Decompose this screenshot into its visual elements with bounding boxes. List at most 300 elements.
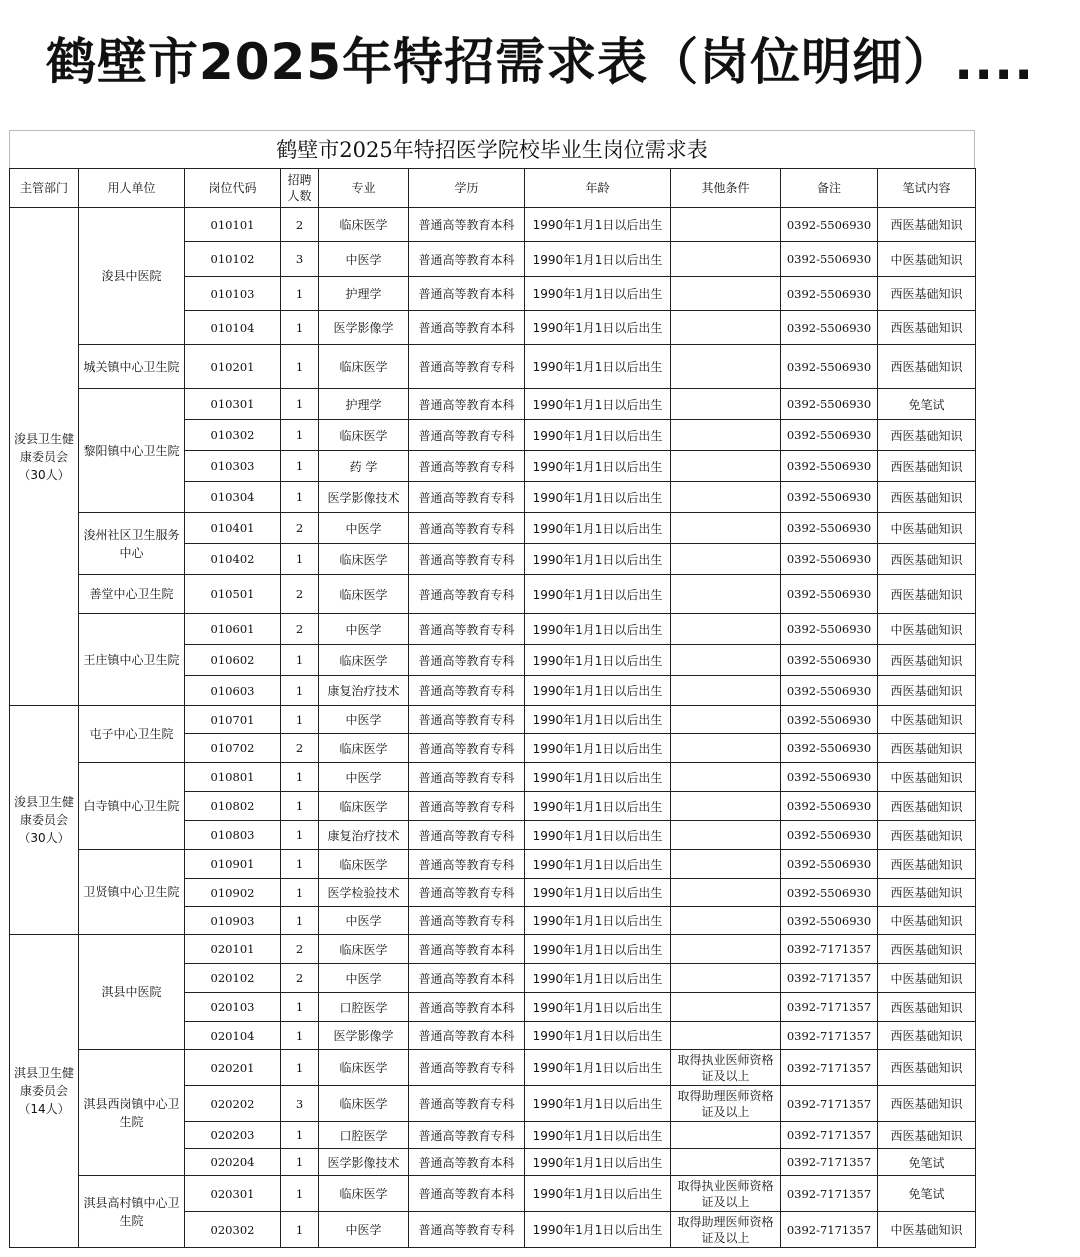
note-cell: 0392-7171357 (781, 993, 878, 1022)
major-cell: 临床医学 (319, 575, 409, 614)
hire-count-cell: 2 (281, 935, 319, 964)
age-cell: 1990年1月1日以后出生 (525, 277, 671, 311)
exam-content-cell: 西医基础知识 (878, 935, 976, 964)
post-code-cell: 020104 (185, 1022, 281, 1050)
col-exam: 笔试内容 (878, 169, 976, 208)
education-cell: 普通高等教育专科 (409, 734, 525, 763)
exam-content-cell: 西医基础知识 (878, 277, 976, 311)
education-cell: 普通高等教育专科 (409, 614, 525, 645)
exam-content-cell: 西医基础知识 (878, 208, 976, 242)
exam-content-cell: 中医基础知识 (878, 1212, 976, 1248)
note-cell: 0392-5506930 (781, 907, 878, 935)
table-row (10, 763, 976, 792)
hire-count-cell: 1 (281, 544, 319, 575)
exam-content-cell: 中医基础知识 (878, 763, 976, 792)
other-conditions-cell (671, 277, 781, 311)
note-cell: 0392-5506930 (781, 277, 878, 311)
other-conditions-cell (671, 1022, 781, 1050)
hire-count-cell: 1 (281, 1176, 319, 1212)
hire-count-cell: 1 (281, 1050, 319, 1086)
col-major: 专业 (319, 169, 409, 208)
dept-cell: 浚县卫生健康委员会（30人） (10, 706, 79, 935)
education-cell: 普通高等教育专科 (409, 1212, 525, 1248)
education-cell: 普通高等教育本科 (409, 1149, 525, 1176)
age-cell: 1990年1月1日以后出生 (525, 645, 671, 676)
hire-count-cell: 3 (281, 1086, 319, 1122)
note-cell: 0392-7171357 (781, 964, 878, 993)
dept-cell: 浚县卫生健康委员会（30人） (10, 208, 79, 706)
hire-count-cell: 1 (281, 1212, 319, 1248)
unit-cell: 王庄镇中心卫生院 (79, 614, 185, 706)
other-conditions-cell: 取得执业医师资格证及以上 (671, 1176, 781, 1212)
other-conditions-cell (671, 763, 781, 792)
note-cell: 0392-7171357 (781, 1122, 878, 1149)
hire-count-cell: 1 (281, 1022, 319, 1050)
note-cell: 0392-5506930 (781, 706, 878, 734)
note-cell: 0392-5506930 (781, 311, 878, 345)
hire-count-cell: 2 (281, 208, 319, 242)
other-conditions-cell (671, 614, 781, 645)
exam-content-cell: 西医基础知识 (878, 734, 976, 763)
exam-content-cell: 免笔试 (878, 389, 976, 420)
table-row (10, 614, 976, 645)
unit-cell: 淇县中医院 (79, 935, 185, 1050)
exam-content-cell: 西医基础知识 (878, 311, 976, 345)
other-conditions-cell (671, 676, 781, 706)
note-cell: 0392-5506930 (781, 513, 878, 544)
requirements-sheet (9, 130, 975, 1248)
note-cell: 0392-5506930 (781, 482, 878, 513)
table-row (10, 575, 976, 614)
education-cell: 普通高等教育本科 (409, 964, 525, 993)
unit-cell: 城关镇中心卫生院 (79, 345, 185, 389)
hire-count-cell: 1 (281, 676, 319, 706)
post-code-cell: 010304 (185, 482, 281, 513)
note-cell: 0392-5506930 (781, 850, 878, 879)
other-conditions-cell (671, 544, 781, 575)
note-cell: 0392-5506930 (781, 345, 878, 389)
table-row (10, 935, 976, 964)
page-headline: 鹤壁市2025年特招需求表（岗位明细）.... (45, 33, 1035, 91)
education-cell: 普通高等教育本科 (409, 277, 525, 311)
other-conditions-cell (671, 420, 781, 451)
education-cell: 普通高等教育专科 (409, 879, 525, 907)
education-cell: 普通高等教育专科 (409, 1086, 525, 1122)
major-cell: 中医学 (319, 614, 409, 645)
dept-cell: 淇县卫生健康委员会（14人） (10, 935, 79, 1248)
post-code-cell: 020101 (185, 935, 281, 964)
major-cell: 临床医学 (319, 1086, 409, 1122)
post-code-cell: 010103 (185, 277, 281, 311)
exam-content-cell: 中医基础知识 (878, 614, 976, 645)
major-cell: 康复治疗技术 (319, 821, 409, 850)
exam-content-cell: 西医基础知识 (878, 1086, 976, 1122)
education-cell: 普通高等教育专科 (409, 907, 525, 935)
age-cell: 1990年1月1日以后出生 (525, 907, 671, 935)
note-cell: 0392-5506930 (781, 208, 878, 242)
major-cell: 口腔医学 (319, 993, 409, 1022)
hire-count-cell: 1 (281, 389, 319, 420)
exam-content-cell: 免笔试 (878, 1149, 976, 1176)
note-cell: 0392-7171357 (781, 1149, 878, 1176)
post-code-cell: 010802 (185, 792, 281, 821)
education-cell: 普通高等教育专科 (409, 850, 525, 879)
post-code-cell: 010201 (185, 345, 281, 389)
unit-cell: 浚县中医院 (79, 208, 185, 345)
major-cell: 临床医学 (319, 850, 409, 879)
major-cell: 临床医学 (319, 935, 409, 964)
age-cell: 1990年1月1日以后出生 (525, 420, 671, 451)
requirements-table (9, 168, 976, 1248)
major-cell: 康复治疗技术 (319, 676, 409, 706)
exam-content-cell: 西医基础知识 (878, 850, 976, 879)
hire-count-cell: 1 (281, 420, 319, 451)
hire-count-cell: 1 (281, 706, 319, 734)
table-row (10, 208, 976, 242)
education-cell: 普通高等教育专科 (409, 706, 525, 734)
exam-content-cell: 中医基础知识 (878, 964, 976, 993)
age-cell: 1990年1月1日以后出生 (525, 482, 671, 513)
post-code-cell: 020301 (185, 1176, 281, 1212)
post-code-cell: 020204 (185, 1149, 281, 1176)
age-cell: 1990年1月1日以后出生 (525, 614, 671, 645)
post-code-cell: 010602 (185, 645, 281, 676)
post-code-cell: 010701 (185, 706, 281, 734)
major-cell: 临床医学 (319, 345, 409, 389)
hire-count-cell: 3 (281, 242, 319, 277)
education-cell: 普通高等教育专科 (409, 676, 525, 706)
note-cell: 0392-7171357 (781, 1086, 878, 1122)
hire-count-cell: 1 (281, 993, 319, 1022)
post-code-cell: 020201 (185, 1050, 281, 1086)
other-conditions-cell (671, 311, 781, 345)
col-dept: 主管部门 (10, 169, 79, 208)
education-cell: 普通高等教育专科 (409, 544, 525, 575)
exam-content-cell: 中医基础知识 (878, 242, 976, 277)
major-cell: 中医学 (319, 242, 409, 277)
other-conditions-cell (671, 1149, 781, 1176)
other-conditions-cell (671, 734, 781, 763)
other-conditions-cell (671, 451, 781, 482)
education-cell: 普通高等教育专科 (409, 645, 525, 676)
col-other: 其他条件 (671, 169, 781, 208)
major-cell: 中医学 (319, 1212, 409, 1248)
table-row (10, 389, 976, 420)
col-unit: 用人单位 (79, 169, 185, 208)
col-count: 招聘人数 (281, 169, 319, 208)
other-conditions-cell (671, 821, 781, 850)
major-cell: 临床医学 (319, 645, 409, 676)
major-cell: 中医学 (319, 513, 409, 544)
major-cell: 医学检验技术 (319, 879, 409, 907)
age-cell: 1990年1月1日以后出生 (525, 879, 671, 907)
exam-content-cell: 中医基础知识 (878, 907, 976, 935)
table-row (10, 1050, 976, 1086)
exam-content-cell: 西医基础知识 (878, 420, 976, 451)
education-cell: 普通高等教育本科 (409, 242, 525, 277)
note-cell: 0392-5506930 (781, 614, 878, 645)
post-code-cell: 010401 (185, 513, 281, 544)
age-cell: 1990年1月1日以后出生 (525, 706, 671, 734)
col-note: 备注 (781, 169, 878, 208)
other-conditions-cell (671, 645, 781, 676)
major-cell: 护理学 (319, 277, 409, 311)
major-cell: 临床医学 (319, 792, 409, 821)
post-code-cell: 010601 (185, 614, 281, 645)
note-cell: 0392-5506930 (781, 821, 878, 850)
unit-cell: 屯子中心卫生院 (79, 706, 185, 763)
col-edu: 学历 (409, 169, 525, 208)
age-cell: 1990年1月1日以后出生 (525, 1176, 671, 1212)
post-code-cell: 010902 (185, 879, 281, 907)
post-code-cell: 010903 (185, 907, 281, 935)
age-cell: 1990年1月1日以后出生 (525, 389, 671, 420)
table-body (10, 208, 976, 1248)
table-row (10, 345, 976, 389)
note-cell: 0392-5506930 (781, 676, 878, 706)
education-cell: 普通高等教育本科 (409, 935, 525, 964)
education-cell: 普通高等教育专科 (409, 1122, 525, 1149)
post-code-cell: 010303 (185, 451, 281, 482)
education-cell: 普通高等教育专科 (409, 575, 525, 614)
hire-count-cell: 1 (281, 792, 319, 821)
unit-cell: 淇县高村镇中心卫生院 (79, 1176, 185, 1248)
hire-count-cell: 1 (281, 451, 319, 482)
education-cell: 普通高等教育专科 (409, 821, 525, 850)
age-cell: 1990年1月1日以后出生 (525, 1149, 671, 1176)
age-cell: 1990年1月1日以后出生 (525, 821, 671, 850)
age-cell: 1990年1月1日以后出生 (525, 451, 671, 482)
table-row (10, 513, 976, 544)
major-cell: 护理学 (319, 389, 409, 420)
education-cell: 普通高等教育专科 (409, 451, 525, 482)
age-cell: 1990年1月1日以后出生 (525, 513, 671, 544)
age-cell: 1990年1月1日以后出生 (525, 1050, 671, 1086)
post-code-cell: 010901 (185, 850, 281, 879)
table-row (10, 1176, 976, 1212)
age-cell: 1990年1月1日以后出生 (525, 242, 671, 277)
major-cell: 临床医学 (319, 1050, 409, 1086)
major-cell: 医学影像技术 (319, 482, 409, 513)
post-code-cell: 010102 (185, 242, 281, 277)
post-code-cell: 010402 (185, 544, 281, 575)
hire-count-cell: 1 (281, 879, 319, 907)
col-code: 岗位代码 (185, 169, 281, 208)
hire-count-cell: 2 (281, 964, 319, 993)
education-cell: 普通高等教育专科 (409, 763, 525, 792)
other-conditions-cell (671, 964, 781, 993)
table-row (10, 850, 976, 879)
age-cell: 1990年1月1日以后出生 (525, 676, 671, 706)
note-cell: 0392-5506930 (781, 420, 878, 451)
post-code-cell: 020302 (185, 1212, 281, 1248)
education-cell: 普通高等教育本科 (409, 208, 525, 242)
other-conditions-cell (671, 389, 781, 420)
hire-count-cell: 2 (281, 513, 319, 544)
header-row (10, 169, 976, 208)
post-code-cell: 020102 (185, 964, 281, 993)
education-cell: 普通高等教育专科 (409, 513, 525, 544)
education-cell: 普通高等教育本科 (409, 311, 525, 345)
age-cell: 1990年1月1日以后出生 (525, 763, 671, 792)
note-cell: 0392-5506930 (781, 451, 878, 482)
note-cell: 0392-5506930 (781, 575, 878, 614)
age-cell: 1990年1月1日以后出生 (525, 1086, 671, 1122)
education-cell: 普通高等教育本科 (409, 1022, 525, 1050)
other-conditions-cell (671, 513, 781, 544)
major-cell: 临床医学 (319, 420, 409, 451)
age-cell: 1990年1月1日以后出生 (525, 544, 671, 575)
exam-content-cell: 西医基础知识 (878, 451, 976, 482)
hire-count-cell: 1 (281, 311, 319, 345)
other-conditions-cell (671, 993, 781, 1022)
post-code-cell: 020103 (185, 993, 281, 1022)
other-conditions-cell: 取得助理医师资格证及以上 (671, 1086, 781, 1122)
note-cell: 0392-5506930 (781, 734, 878, 763)
unit-cell: 白寺镇中心卫生院 (79, 763, 185, 850)
exam-content-cell: 西医基础知识 (878, 821, 976, 850)
other-conditions-cell (671, 242, 781, 277)
note-cell: 0392-7171357 (781, 1022, 878, 1050)
age-cell: 1990年1月1日以后出生 (525, 1122, 671, 1149)
age-cell: 1990年1月1日以后出生 (525, 575, 671, 614)
hire-count-cell: 1 (281, 277, 319, 311)
age-cell: 1990年1月1日以后出生 (525, 1212, 671, 1248)
table-row (10, 706, 976, 734)
hire-count-cell: 1 (281, 345, 319, 389)
post-code-cell: 010803 (185, 821, 281, 850)
major-cell: 医学影像学 (319, 311, 409, 345)
major-cell: 临床医学 (319, 208, 409, 242)
education-cell: 普通高等教育专科 (409, 482, 525, 513)
exam-content-cell: 西医基础知识 (878, 544, 976, 575)
other-conditions-cell: 取得执业医师资格证及以上 (671, 1050, 781, 1086)
unit-cell: 卫贤镇中心卫生院 (79, 850, 185, 935)
exam-content-cell: 中医基础知识 (878, 706, 976, 734)
exam-content-cell: 西医基础知识 (878, 345, 976, 389)
education-cell: 普通高等教育专科 (409, 1050, 525, 1086)
hire-count-cell: 2 (281, 614, 319, 645)
note-cell: 0392-5506930 (781, 645, 878, 676)
hire-count-cell: 1 (281, 850, 319, 879)
exam-content-cell: 西医基础知识 (878, 575, 976, 614)
other-conditions-cell (671, 850, 781, 879)
other-conditions-cell (671, 208, 781, 242)
education-cell: 普通高等教育本科 (409, 993, 525, 1022)
other-conditions-cell (671, 935, 781, 964)
other-conditions-cell (671, 575, 781, 614)
age-cell: 1990年1月1日以后出生 (525, 208, 671, 242)
post-code-cell: 010301 (185, 389, 281, 420)
note-cell: 0392-5506930 (781, 242, 878, 277)
post-code-cell: 010302 (185, 420, 281, 451)
age-cell: 1990年1月1日以后出生 (525, 964, 671, 993)
major-cell: 中医学 (319, 907, 409, 935)
education-cell: 普通高等教育本科 (409, 389, 525, 420)
note-cell: 0392-5506930 (781, 544, 878, 575)
major-cell: 临床医学 (319, 1176, 409, 1212)
age-cell: 1990年1月1日以后出生 (525, 935, 671, 964)
note-cell: 0392-5506930 (781, 763, 878, 792)
other-conditions-cell: 取得助理医师资格证及以上 (671, 1212, 781, 1248)
education-cell: 普通高等教育专科 (409, 420, 525, 451)
other-conditions-cell (671, 792, 781, 821)
post-code-cell: 010801 (185, 763, 281, 792)
age-cell: 1990年1月1日以后出生 (525, 311, 671, 345)
other-conditions-cell (671, 907, 781, 935)
major-cell: 医学影像技术 (319, 1149, 409, 1176)
hire-count-cell: 1 (281, 482, 319, 513)
post-code-cell: 010702 (185, 734, 281, 763)
age-cell: 1990年1月1日以后出生 (525, 993, 671, 1022)
exam-content-cell: 西医基础知识 (878, 1122, 976, 1149)
other-conditions-cell (671, 1122, 781, 1149)
note-cell: 0392-7171357 (781, 1212, 878, 1248)
hire-count-cell: 2 (281, 575, 319, 614)
note-cell: 0392-5506930 (781, 792, 878, 821)
major-cell: 药 学 (319, 451, 409, 482)
exam-content-cell: 西医基础知识 (878, 645, 976, 676)
exam-content-cell: 西医基础知识 (878, 676, 976, 706)
hire-count-cell: 1 (281, 1122, 319, 1149)
hire-count-cell: 1 (281, 763, 319, 792)
age-cell: 1990年1月1日以后出生 (525, 1022, 671, 1050)
major-cell: 中医学 (319, 964, 409, 993)
major-cell: 口腔医学 (319, 1122, 409, 1149)
exam-content-cell: 西医基础知识 (878, 879, 976, 907)
age-cell: 1990年1月1日以后出生 (525, 345, 671, 389)
hire-count-cell: 1 (281, 1149, 319, 1176)
exam-content-cell: 免笔试 (878, 1176, 976, 1212)
major-cell: 医学影像学 (319, 1022, 409, 1050)
unit-cell: 黎阳镇中心卫生院 (79, 389, 185, 513)
post-code-cell: 010104 (185, 311, 281, 345)
age-cell: 1990年1月1日以后出生 (525, 792, 671, 821)
exam-content-cell: 西医基础知识 (878, 1050, 976, 1086)
unit-cell: 浚州社区卫生服务中心 (79, 513, 185, 575)
exam-content-cell: 西医基础知识 (878, 993, 976, 1022)
major-cell: 临床医学 (319, 734, 409, 763)
unit-cell: 善堂中心卫生院 (79, 575, 185, 614)
exam-content-cell: 西医基础知识 (878, 482, 976, 513)
education-cell: 普通高等教育本科 (409, 1176, 525, 1212)
post-code-cell: 010101 (185, 208, 281, 242)
hire-count-cell: 1 (281, 907, 319, 935)
hire-count-cell: 1 (281, 821, 319, 850)
note-cell: 0392-5506930 (781, 389, 878, 420)
other-conditions-cell (671, 345, 781, 389)
exam-content-cell: 西医基础知识 (878, 1022, 976, 1050)
major-cell: 中医学 (319, 763, 409, 792)
note-cell: 0392-5506930 (781, 879, 878, 907)
note-cell: 0392-7171357 (781, 935, 878, 964)
other-conditions-cell (671, 879, 781, 907)
major-cell: 中医学 (319, 706, 409, 734)
note-cell: 0392-7171357 (781, 1050, 878, 1086)
education-cell: 普通高等教育专科 (409, 792, 525, 821)
hire-count-cell: 2 (281, 734, 319, 763)
age-cell: 1990年1月1日以后出生 (525, 850, 671, 879)
post-code-cell: 010603 (185, 676, 281, 706)
hire-count-cell: 1 (281, 645, 319, 676)
education-cell: 普通高等教育专科 (409, 345, 525, 389)
other-conditions-cell (671, 706, 781, 734)
other-conditions-cell (671, 482, 781, 513)
unit-cell: 淇县西岗镇中心卫生院 (79, 1050, 185, 1176)
note-cell: 0392-7171357 (781, 1176, 878, 1212)
age-cell: 1990年1月1日以后出生 (525, 734, 671, 763)
post-code-cell: 010501 (185, 575, 281, 614)
